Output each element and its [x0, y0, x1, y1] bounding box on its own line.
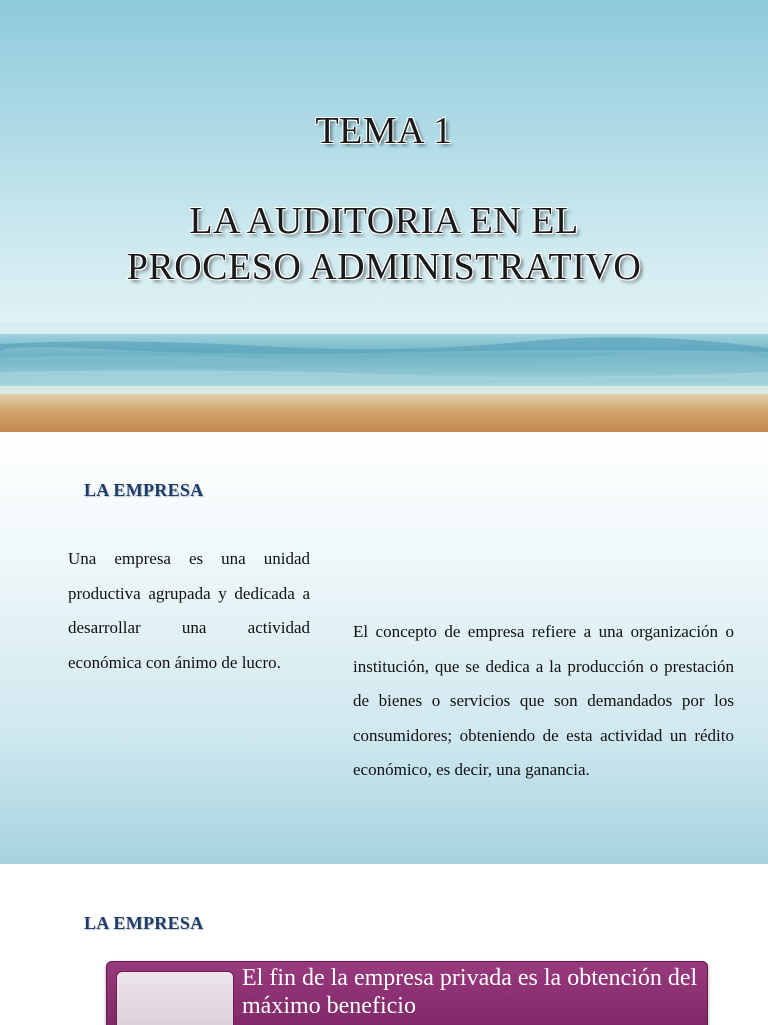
section-heading: LA EMPRESA	[84, 913, 204, 933]
slide-subtitle-line-1: LA AUDITORIA EN EL	[189, 200, 579, 242]
slide-title: TEMA 1	[315, 110, 453, 152]
definition-paragraph-left: Una empresa es una unidad productiva agrupada y dedicada a desarrollar una actividad económica con ánimo de lucro.	[68, 549, 310, 672]
sea-horizon-decoration	[0, 322, 768, 432]
title-slide	[0, 0, 768, 432]
definition-paragraph-right: El concepto de empresa refiere a una organización o institución, que se dedica a la producción o prestación de bienes o servicios que son demandados por los consumidores; obteniendo de esta actividad un rédito económico, es decir, una ganancia.	[353, 622, 734, 779]
highlight-box	[106, 961, 708, 1025]
slide-subtitle-line-2: PROCESO ADMINISTRATIVO	[126, 246, 642, 288]
highlight-box-image-placeholder	[116, 971, 234, 1025]
highlight-box-text: El fin de la empresa privada es la obtención del máximo beneficio	[242, 965, 698, 1019]
section-heading: LA EMPRESA	[84, 480, 204, 500]
definition-slide	[0, 432, 768, 864]
purpose-slide	[0, 864, 768, 1025]
